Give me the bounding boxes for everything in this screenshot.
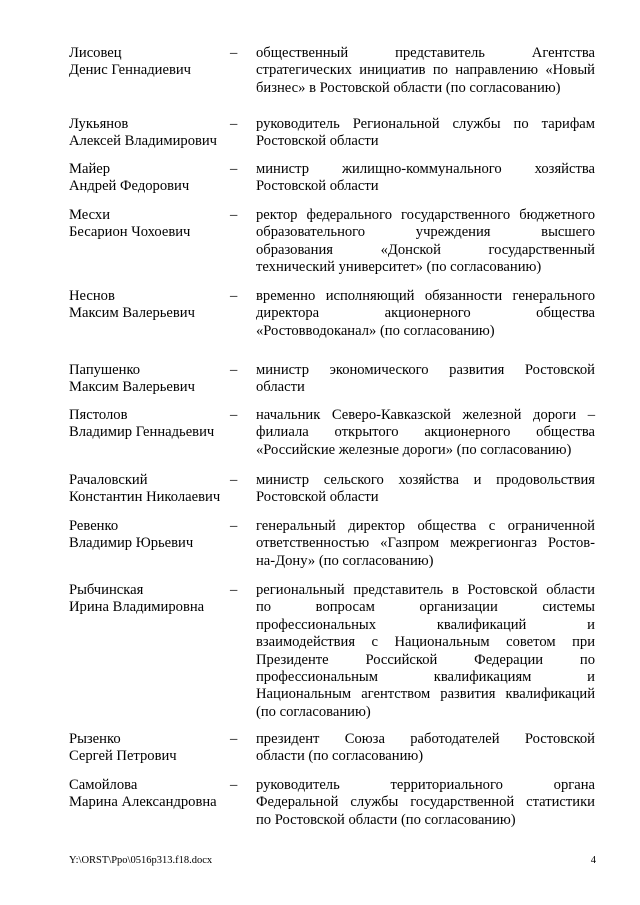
position-line: Национальным агентством развития квалификаций [256, 686, 595, 703]
position-line: Федеральной службы государственной статистики [256, 794, 595, 811]
position-line: профессиональным квалификациям и [256, 669, 595, 686]
position-line: на-Дону» (по согласованию) [256, 552, 434, 569]
member-surname: Рыбчинская [69, 582, 144, 598]
member-position [256, 472, 595, 507]
member-name [69, 288, 239, 323]
position-line: начальник Северо-Кавказской железной дороги – [256, 407, 595, 423]
member-given-names: Максим Валерьевич [69, 305, 195, 322]
member-given-names: Бесарион Чохоевич [69, 224, 191, 241]
position-line: Ростовской области [256, 489, 379, 506]
position-line: региональный представитель в Ростовской области [256, 582, 595, 598]
dash-separator: – [230, 288, 238, 304]
position-line: министр экономического развития Ростовской [256, 362, 595, 378]
dash-separator: – [230, 518, 238, 534]
position-line: ответственностью «Газпром межрегионгаз Ростов- [256, 535, 595, 552]
footer-file-path: Y:\ORST\Ppo\0516p313.f18.docx [69, 855, 213, 866]
position-line: генеральный директор общества с ограниченной [256, 518, 595, 534]
member-name [69, 777, 239, 812]
position-line: министр сельского хозяйства и продовольствия [256, 472, 595, 488]
member-name [69, 116, 239, 151]
member-position [256, 207, 595, 277]
member-given-names: Константин Николаевич [69, 489, 221, 506]
member-position [256, 362, 595, 397]
member-position [256, 45, 595, 97]
dash-separator: – [230, 207, 238, 223]
member-surname: Рызенко [69, 731, 121, 747]
position-line: директора акционерного общества [256, 305, 595, 322]
member-surname: Майер [69, 161, 111, 177]
position-line: филиала открытого акционерного общества [256, 424, 595, 441]
position-line: Ростовской области [256, 178, 379, 195]
member-name [69, 362, 239, 397]
member-surname: Ревенко [69, 518, 119, 534]
member-given-names: Алексей Владимирович [69, 133, 218, 150]
position-line: области (по согласованию) [256, 748, 424, 765]
dash-separator: – [230, 472, 238, 488]
dash-separator: – [230, 45, 238, 61]
member-given-names: Владимир Юрьевич [69, 535, 194, 552]
member-name [69, 45, 239, 80]
position-line: взаимодействия с Национальным советом при [256, 634, 595, 651]
member-name [69, 518, 239, 553]
member-surname: Лукьянов [69, 116, 129, 132]
member-given-names: Денис Геннадиевич [69, 62, 192, 79]
member-given-names: Владимир Геннадьевич [69, 424, 215, 441]
member-position [256, 116, 595, 151]
member-given-names: Ирина Владимировна [69, 599, 205, 616]
position-line: ректор федерального государственного бюджетного [256, 207, 595, 223]
dash-separator: – [230, 777, 238, 793]
position-line: по вопросам организации системы [256, 599, 595, 616]
position-line: министр жилищно-коммунального хозяйства [256, 161, 595, 177]
position-line: руководитель территориального органа [256, 777, 595, 793]
member-name [69, 407, 239, 442]
position-line: «Ростовводоканал» (по согласованию) [256, 322, 495, 339]
dash-separator: – [230, 731, 238, 747]
position-line: профессиональных квалификаций и [256, 616, 595, 633]
member-position [256, 731, 595, 766]
dash-separator: – [230, 582, 238, 598]
position-line: общественный представитель Агентства [256, 45, 595, 61]
member-position [256, 407, 595, 459]
position-line: стратегических инициатив по направлению «Новый [256, 62, 595, 79]
member-name [69, 472, 239, 507]
member-surname: Лисовец [69, 45, 122, 61]
position-line: Ростовской области [256, 133, 379, 150]
position-line: образования «Донской государственный [256, 241, 595, 258]
member-position [256, 288, 595, 340]
member-position [256, 161, 595, 196]
member-position [256, 518, 595, 570]
member-given-names: Марина Александровна [69, 794, 217, 811]
member-surname: Самойлова [69, 777, 138, 793]
member-surname: Месхи [69, 207, 111, 223]
member-surname: Рачаловский [69, 472, 148, 488]
position-line: Президенте Российской Федерации по [256, 651, 595, 668]
member-position [256, 582, 595, 721]
member-name [69, 207, 239, 242]
member-name [69, 161, 239, 196]
member-position [256, 777, 595, 829]
member-given-names: Андрей Федорович [69, 178, 190, 195]
position-line: руководитель Региональной службы по тарифам [256, 116, 595, 132]
position-line: по Ростовской области (по согласованию) [256, 811, 516, 828]
member-surname: Пястолов [69, 407, 128, 423]
position-line: образовательного учреждения высшего [256, 224, 595, 241]
member-name [69, 582, 239, 617]
position-line: президент Союза работодателей Ростовской [256, 731, 595, 747]
member-surname: Папушенко [69, 362, 141, 378]
member-given-names: Максим Валерьевич [69, 379, 195, 396]
member-surname: Неснов [69, 288, 115, 304]
dash-separator: – [230, 161, 238, 177]
position-line: области [256, 379, 305, 396]
position-line: бизнес» в Ростовской области (по согласованию) [256, 79, 561, 96]
position-line: (по согласованию) [256, 703, 371, 720]
footer-page-number: 4 [590, 855, 596, 866]
position-line: технический университет» (по согласованию) [256, 259, 542, 276]
position-line: «Российские железные дороги» (по согласованию) [256, 441, 572, 458]
member-name [69, 731, 239, 766]
member-given-names: Сергей Петрович [69, 748, 177, 765]
dash-separator: – [230, 407, 238, 423]
dash-separator: – [230, 362, 238, 378]
position-line: временно исполняющий обязанности генерального [256, 288, 595, 304]
dash-separator: – [230, 116, 238, 132]
